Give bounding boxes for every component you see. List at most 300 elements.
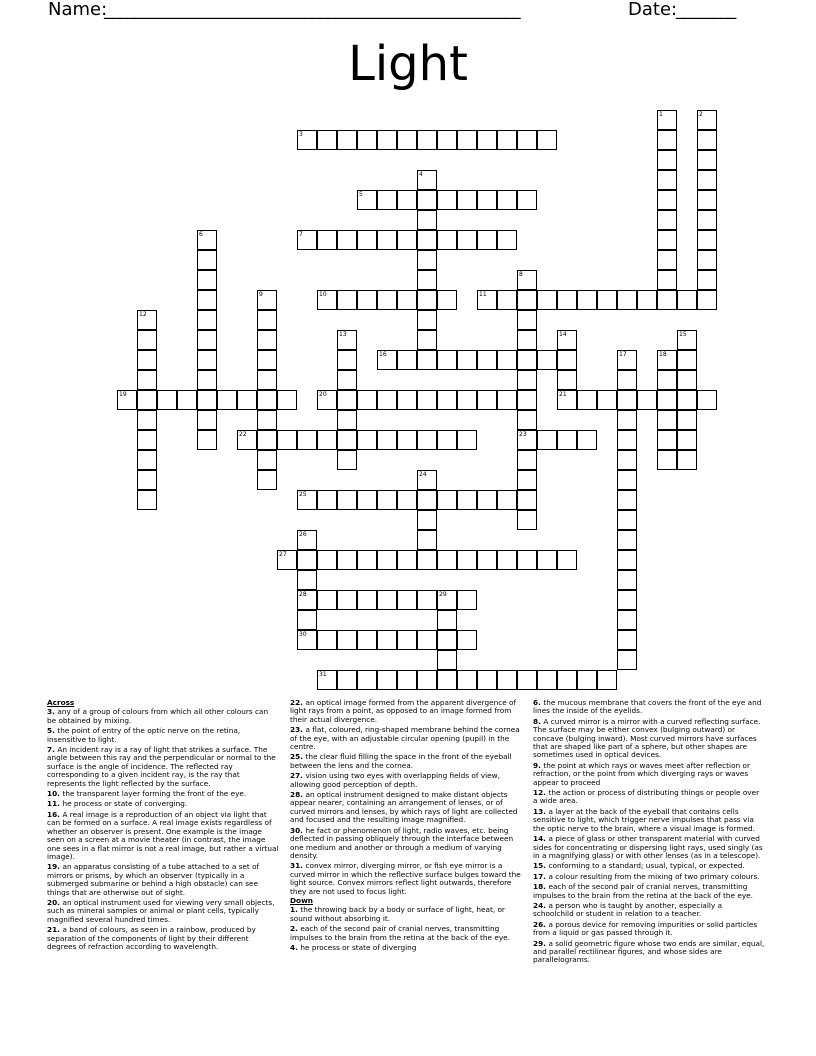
grid-cell[interactable]	[517, 290, 537, 310]
grid-cell[interactable]	[657, 370, 677, 390]
grid-cell[interactable]	[617, 450, 637, 470]
grid-cell[interactable]	[377, 350, 397, 370]
grid-cell[interactable]	[417, 390, 437, 410]
grid-cell[interactable]	[197, 410, 217, 430]
grid-cell[interactable]	[657, 170, 677, 190]
grid-cell[interactable]	[357, 290, 377, 310]
grid-cell[interactable]	[437, 290, 457, 310]
grid-cell[interactable]	[357, 590, 377, 610]
grid-cell[interactable]	[477, 550, 497, 570]
grid-cell[interactable]	[137, 490, 157, 510]
grid-cell[interactable]	[577, 430, 597, 450]
grid-cell[interactable]	[557, 390, 577, 410]
grid-cell[interactable]	[497, 390, 517, 410]
grid-cell[interactable]	[317, 230, 337, 250]
grid-cell[interactable]	[537, 130, 557, 150]
grid-cell[interactable]	[457, 190, 477, 210]
grid-cell[interactable]	[497, 490, 517, 510]
grid-cell[interactable]	[297, 610, 317, 630]
grid-cell[interactable]	[317, 670, 337, 690]
grid-cell[interactable]	[497, 130, 517, 150]
grid-cell[interactable]	[657, 390, 677, 410]
grid-cell[interactable]	[397, 630, 417, 650]
grid-cell[interactable]	[477, 290, 497, 310]
grid-cell[interactable]	[357, 390, 377, 410]
clue-number: 28	[299, 591, 307, 598]
grid-cell[interactable]	[457, 670, 477, 690]
grid-cell[interactable]	[497, 230, 517, 250]
grid-cell[interactable]	[337, 630, 357, 650]
grid-cell[interactable]	[517, 490, 537, 510]
grid-cell[interactable]	[337, 290, 357, 310]
grid-cell[interactable]	[257, 450, 277, 470]
grid-cell[interactable]	[597, 390, 617, 410]
grid-cell[interactable]	[617, 610, 637, 630]
grid-cell[interactable]	[477, 230, 497, 250]
clue-item	[47, 926, 279, 951]
grid-cell[interactable]	[497, 670, 517, 690]
grid-cell[interactable]	[457, 630, 477, 650]
grid-cell[interactable]	[257, 350, 277, 370]
grid-cell[interactable]	[517, 130, 537, 150]
grid-cell[interactable]	[417, 630, 437, 650]
grid-cell[interactable]	[297, 530, 317, 550]
grid-cell[interactable]	[457, 430, 477, 450]
clue-item-number: 15.	[533, 861, 549, 871]
grid-cell[interactable]	[297, 590, 317, 610]
clue-number: 6	[199, 231, 203, 238]
clue-item	[533, 883, 765, 900]
grid-cell[interactable]	[317, 290, 337, 310]
grid-cell[interactable]	[357, 130, 377, 150]
grid-cell[interactable]	[557, 670, 577, 690]
grid-cell[interactable]	[657, 430, 677, 450]
grid-cell[interactable]	[437, 670, 457, 690]
grid-cell[interactable]	[697, 130, 717, 150]
grid-cell[interactable]	[377, 490, 397, 510]
grid-cell[interactable]	[377, 230, 397, 250]
grid-cell[interactable]	[697, 230, 717, 250]
grid-cell[interactable]	[317, 630, 337, 650]
grid-cell[interactable]	[437, 630, 457, 650]
grid-cell[interactable]	[617, 430, 637, 450]
grid-cell[interactable]	[657, 250, 677, 270]
grid-cell[interactable]	[437, 590, 457, 610]
grid-cell[interactable]	[197, 370, 217, 390]
grid-cell[interactable]	[677, 450, 697, 470]
grid-cell[interactable]	[517, 330, 537, 350]
grid-cell[interactable]	[657, 270, 677, 290]
clue-item-number: 14.	[533, 834, 549, 844]
grid-cell[interactable]	[417, 130, 437, 150]
grid-cell[interactable]	[437, 610, 457, 630]
grid-cell[interactable]	[517, 550, 537, 570]
grid-cell[interactable]	[517, 670, 537, 690]
grid-cell[interactable]	[477, 490, 497, 510]
clue-item-text: conforming to a standard; usual, typical, or expected.	[548, 861, 745, 871]
grid-cell[interactable]	[417, 230, 437, 250]
grid-cell[interactable]	[537, 430, 557, 450]
grid-cell[interactable]	[477, 350, 497, 370]
grid-cell[interactable]	[557, 550, 577, 570]
grid-cell[interactable]	[197, 270, 217, 290]
grid-cell[interactable]	[437, 390, 457, 410]
grid-cell[interactable]	[237, 430, 257, 450]
grid-cell[interactable]	[457, 550, 477, 570]
grid-cell[interactable]	[617, 630, 637, 650]
grid-cell[interactable]	[357, 430, 377, 450]
grid-cell[interactable]	[257, 390, 277, 410]
grid-cell[interactable]	[637, 290, 657, 310]
grid-cell[interactable]	[357, 490, 377, 510]
grid-cell[interactable]	[337, 230, 357, 250]
grid-cell[interactable]	[677, 290, 697, 310]
grid-cell[interactable]	[617, 370, 637, 390]
grid-cell[interactable]	[557, 370, 577, 390]
grid-cell[interactable]	[377, 630, 397, 650]
grid-cell[interactable]	[337, 330, 357, 350]
grid-cell[interactable]	[617, 590, 637, 610]
clue-item	[290, 862, 522, 896]
grid-cell[interactable]	[497, 350, 517, 370]
grid-cell[interactable]	[477, 190, 497, 210]
clue-item	[533, 699, 765, 716]
grid-cell[interactable]	[697, 390, 717, 410]
grid-cell[interactable]	[217, 390, 237, 410]
grid-cell[interactable]	[617, 570, 637, 590]
grid-cell[interactable]	[577, 290, 597, 310]
grid-cell[interactable]	[377, 190, 397, 210]
grid-cell[interactable]	[517, 190, 537, 210]
clue-item	[533, 862, 765, 870]
grid-cell[interactable]	[677, 330, 697, 350]
grid-cell[interactable]	[417, 510, 437, 530]
clue-number: 18	[659, 351, 667, 358]
grid-cell[interactable]	[617, 470, 637, 490]
grid-cell[interactable]	[317, 550, 337, 570]
clue-item	[47, 863, 279, 897]
grid-cell[interactable]	[257, 410, 277, 430]
grid-cell[interactable]	[317, 130, 337, 150]
grid-cell[interactable]	[337, 370, 357, 390]
grid-cell[interactable]	[417, 310, 437, 330]
grid-cell[interactable]	[417, 490, 437, 510]
grid-cell[interactable]	[417, 590, 437, 610]
grid-cell[interactable]	[197, 310, 217, 330]
grid-cell[interactable]	[417, 670, 437, 690]
grid-cell[interactable]	[417, 350, 437, 370]
grid-cell[interactable]	[437, 230, 457, 250]
grid-cell[interactable]	[337, 430, 357, 450]
grid-cell[interactable]	[477, 390, 497, 410]
grid-cell[interactable]	[377, 430, 397, 450]
grid-cell[interactable]	[677, 410, 697, 430]
grid-cell[interactable]	[497, 290, 517, 310]
grid-cell[interactable]	[457, 390, 477, 410]
puzzle-title: Light	[348, 36, 468, 92]
grid-cell[interactable]	[517, 370, 537, 390]
grid-cell[interactable]	[317, 430, 337, 450]
grid-cell[interactable]	[277, 430, 297, 450]
grid-cell[interactable]	[517, 470, 537, 490]
grid-cell[interactable]	[297, 430, 317, 450]
grid-cell[interactable]	[137, 470, 157, 490]
grid-cell[interactable]	[297, 630, 317, 650]
grid-cell[interactable]	[697, 250, 717, 270]
grid-cell[interactable]	[397, 230, 417, 250]
clue-item-text: a piece of glass or other transparent material with curved sides for concentrating or dispersing light rays, used singly (as in a magnifying glass) or with other lenses (as in a telescope).	[533, 834, 763, 860]
grid-cell[interactable]	[297, 570, 317, 590]
grid-cell[interactable]	[377, 290, 397, 310]
grid-cell[interactable]	[597, 670, 617, 690]
grid-cell[interactable]	[117, 390, 137, 410]
grid-cell[interactable]	[337, 490, 357, 510]
grid-cell[interactable]	[197, 250, 217, 270]
grid-cell[interactable]	[437, 650, 457, 670]
clue-item-text: a porous device for removing impurities or solid particles from a liquid or gas passed through it.	[533, 919, 758, 938]
grid-cell[interactable]	[497, 550, 517, 570]
clue-item	[290, 925, 522, 942]
grid-cell[interactable]	[617, 490, 637, 510]
grid-cell[interactable]	[597, 290, 617, 310]
grid-cell[interactable]	[697, 270, 717, 290]
grid-cell[interactable]	[617, 650, 637, 670]
grid-cell[interactable]	[697, 190, 717, 210]
grid-cell[interactable]	[377, 670, 397, 690]
grid-cell[interactable]	[417, 330, 437, 350]
grid-cell[interactable]	[677, 370, 697, 390]
grid-cell[interactable]	[137, 350, 157, 370]
grid-cell[interactable]	[357, 190, 377, 210]
grid-cell[interactable]	[277, 550, 297, 570]
grid-cell[interactable]	[257, 290, 277, 310]
across-heading: Across	[47, 698, 75, 707]
grid-cell[interactable]	[297, 130, 317, 150]
grid-cell[interactable]	[317, 490, 337, 510]
grid-cell[interactable]	[617, 410, 637, 430]
grid-cell[interactable]	[157, 390, 177, 410]
clue-item-text: an optical instrument designed to make distant objects appear nearer, containing an arrangement of lenses, or of curved mirrors and lenses, by which rays of light are collected and focused and the resulting image magnified.	[290, 790, 518, 825]
grid-cell[interactable]	[457, 350, 477, 370]
grid-cell[interactable]	[337, 350, 357, 370]
clue-item-text: he fact or phenomenon of light, radio waves, etc. being deflected in passing obliquely through the interface between one medium and another or through a medium of varying density.	[290, 825, 514, 860]
grid-cell[interactable]	[677, 350, 697, 370]
grid-cell[interactable]	[517, 270, 537, 290]
grid-cell[interactable]	[257, 430, 277, 450]
clue-item	[290, 944, 522, 952]
grid-cell[interactable]	[137, 410, 157, 430]
grid-cell[interactable]	[657, 150, 677, 170]
clue-number: 1	[659, 111, 663, 118]
grid-cell[interactable]	[417, 290, 437, 310]
grid-cell[interactable]	[337, 410, 357, 430]
date-blank-line[interactable]: ________	[676, 0, 736, 20]
grid-cell[interactable]	[517, 430, 537, 450]
grid-cell[interactable]	[357, 630, 377, 650]
grid-cell[interactable]	[237, 390, 257, 410]
grid-cell[interactable]	[417, 170, 437, 190]
grid-cell[interactable]	[617, 530, 637, 550]
grid-cell[interactable]	[697, 290, 717, 310]
clue-item	[47, 800, 279, 808]
grid-cell[interactable]	[657, 110, 677, 130]
grid-cell[interactable]	[317, 590, 337, 610]
grid-cell[interactable]	[537, 550, 557, 570]
grid-cell[interactable]	[357, 230, 377, 250]
grid-cell[interactable]	[577, 670, 597, 690]
grid-cell[interactable]	[657, 410, 677, 430]
grid-cell[interactable]	[657, 190, 677, 210]
clue-column-3	[533, 699, 765, 967]
grid-cell[interactable]	[397, 670, 417, 690]
grid-cell[interactable]	[257, 470, 277, 490]
grid-cell[interactable]	[537, 670, 557, 690]
grid-cell[interactable]	[477, 670, 497, 690]
grid-cell[interactable]	[417, 270, 437, 290]
grid-cell[interactable]	[417, 210, 437, 230]
grid-cell[interactable]	[537, 350, 557, 370]
clue-item-number: 27.	[290, 771, 306, 781]
grid-cell[interactable]	[197, 430, 217, 450]
grid-cell[interactable]	[297, 230, 317, 250]
grid-cell[interactable]	[657, 450, 677, 470]
grid-cell[interactable]	[257, 330, 277, 350]
grid-cell[interactable]	[397, 490, 417, 510]
grid-cell[interactable]	[297, 550, 317, 570]
grid-cell[interactable]	[257, 310, 277, 330]
grid-cell[interactable]	[557, 330, 577, 350]
grid-cell[interactable]	[657, 230, 677, 250]
name-blank-line[interactable]: ______________________________________________________	[104, 0, 520, 20]
grid-cell[interactable]	[317, 390, 337, 410]
grid-cell[interactable]	[437, 190, 457, 210]
grid-cell[interactable]	[417, 250, 437, 270]
grid-cell[interactable]	[437, 130, 457, 150]
grid-cell[interactable]	[657, 350, 677, 370]
grid-cell[interactable]	[397, 290, 417, 310]
grid-cell[interactable]	[697, 110, 717, 130]
grid-cell[interactable]	[137, 390, 157, 410]
grid-cell[interactable]	[357, 550, 377, 570]
grid-cell[interactable]	[337, 390, 357, 410]
clue-number: 27	[279, 551, 287, 558]
grid-cell[interactable]	[137, 370, 157, 390]
grid-cell[interactable]	[617, 510, 637, 530]
grid-cell[interactable]	[337, 130, 357, 150]
grid-cell[interactable]	[417, 190, 437, 210]
grid-cell[interactable]	[197, 230, 217, 250]
grid-cell[interactable]	[617, 550, 637, 570]
grid-cell[interactable]	[177, 390, 197, 410]
grid-cell[interactable]	[637, 390, 657, 410]
grid-cell[interactable]	[397, 350, 417, 370]
grid-cell[interactable]	[677, 430, 697, 450]
grid-cell[interactable]	[377, 130, 397, 150]
grid-cell[interactable]	[417, 550, 437, 570]
grid-cell[interactable]	[697, 150, 717, 170]
grid-cell[interactable]	[517, 510, 537, 530]
grid-cell[interactable]	[557, 350, 577, 370]
grid-cell[interactable]	[257, 370, 277, 390]
grid-cell[interactable]	[457, 130, 477, 150]
grid-cell[interactable]	[517, 450, 537, 470]
grid-cell[interactable]	[377, 550, 397, 570]
grid-cell[interactable]	[437, 350, 457, 370]
grid-cell[interactable]	[557, 430, 577, 450]
grid-cell[interactable]	[657, 290, 677, 310]
grid-cell[interactable]	[537, 290, 557, 310]
grid-cell[interactable]	[437, 430, 457, 450]
grid-cell[interactable]	[337, 590, 357, 610]
grid-cell[interactable]	[497, 190, 517, 210]
grid-cell[interactable]	[397, 430, 417, 450]
grid-cell[interactable]	[197, 390, 217, 410]
grid-cell[interactable]	[277, 390, 297, 410]
grid-cell[interactable]	[397, 390, 417, 410]
grid-cell[interactable]	[417, 430, 437, 450]
grid-cell[interactable]	[397, 190, 417, 210]
clue-number: 7	[299, 231, 303, 238]
clue-item-text: A curved mirror is a mirror with a curved reflecting surface. The surface may be either convex (bulging outward) or concave (bulging inward). Most curved mirrors have surfaces that are shaped like part of a sphere, but other shapes are sometimes used in optical devices.	[533, 716, 761, 760]
clue-item	[533, 808, 765, 833]
grid-cell[interactable]	[397, 130, 417, 150]
grid-cell[interactable]	[617, 350, 637, 370]
grid-cell[interactable]	[457, 590, 477, 610]
grid-cell[interactable]	[437, 490, 457, 510]
grid-cell[interactable]	[137, 310, 157, 330]
grid-cell[interactable]	[457, 230, 477, 250]
grid-cell[interactable]	[197, 290, 217, 310]
grid-cell[interactable]	[517, 310, 537, 330]
grid-cell[interactable]	[657, 210, 677, 230]
grid-cell[interactable]	[357, 670, 377, 690]
grid-cell[interactable]	[377, 390, 397, 410]
grid-cell[interactable]	[697, 210, 717, 230]
grid-cell[interactable]	[397, 550, 417, 570]
clue-item-number: 24.	[533, 900, 549, 910]
grid-cell[interactable]	[697, 170, 717, 190]
grid-cell[interactable]	[657, 130, 677, 150]
grid-cell[interactable]	[337, 550, 357, 570]
grid-cell[interactable]	[517, 410, 537, 430]
grid-cell[interactable]	[677, 390, 697, 410]
grid-cell[interactable]	[517, 390, 537, 410]
grid-cell[interactable]	[557, 290, 577, 310]
clue-item	[290, 753, 522, 770]
grid-cell[interactable]	[417, 530, 437, 550]
grid-cell[interactable]	[337, 670, 357, 690]
grid-cell[interactable]	[617, 390, 637, 410]
grid-cell[interactable]	[617, 290, 637, 310]
grid-cell[interactable]	[477, 130, 497, 150]
grid-cell[interactable]	[137, 430, 157, 450]
grid-cell[interactable]	[337, 450, 357, 470]
grid-cell[interactable]	[437, 550, 457, 570]
clue-item-text: he process or state of converging.	[62, 799, 188, 809]
grid-cell[interactable]	[197, 330, 217, 350]
grid-cell[interactable]	[417, 470, 437, 490]
grid-cell[interactable]	[137, 450, 157, 470]
grid-cell[interactable]	[297, 490, 317, 510]
grid-cell[interactable]	[517, 350, 537, 370]
grid-cell[interactable]	[577, 390, 597, 410]
grid-cell[interactable]	[457, 490, 477, 510]
grid-cell[interactable]	[137, 330, 157, 350]
grid-cell[interactable]	[397, 590, 417, 610]
grid-cell[interactable]	[197, 350, 217, 370]
grid-cell[interactable]	[377, 590, 397, 610]
clue-number: 25	[299, 491, 307, 498]
